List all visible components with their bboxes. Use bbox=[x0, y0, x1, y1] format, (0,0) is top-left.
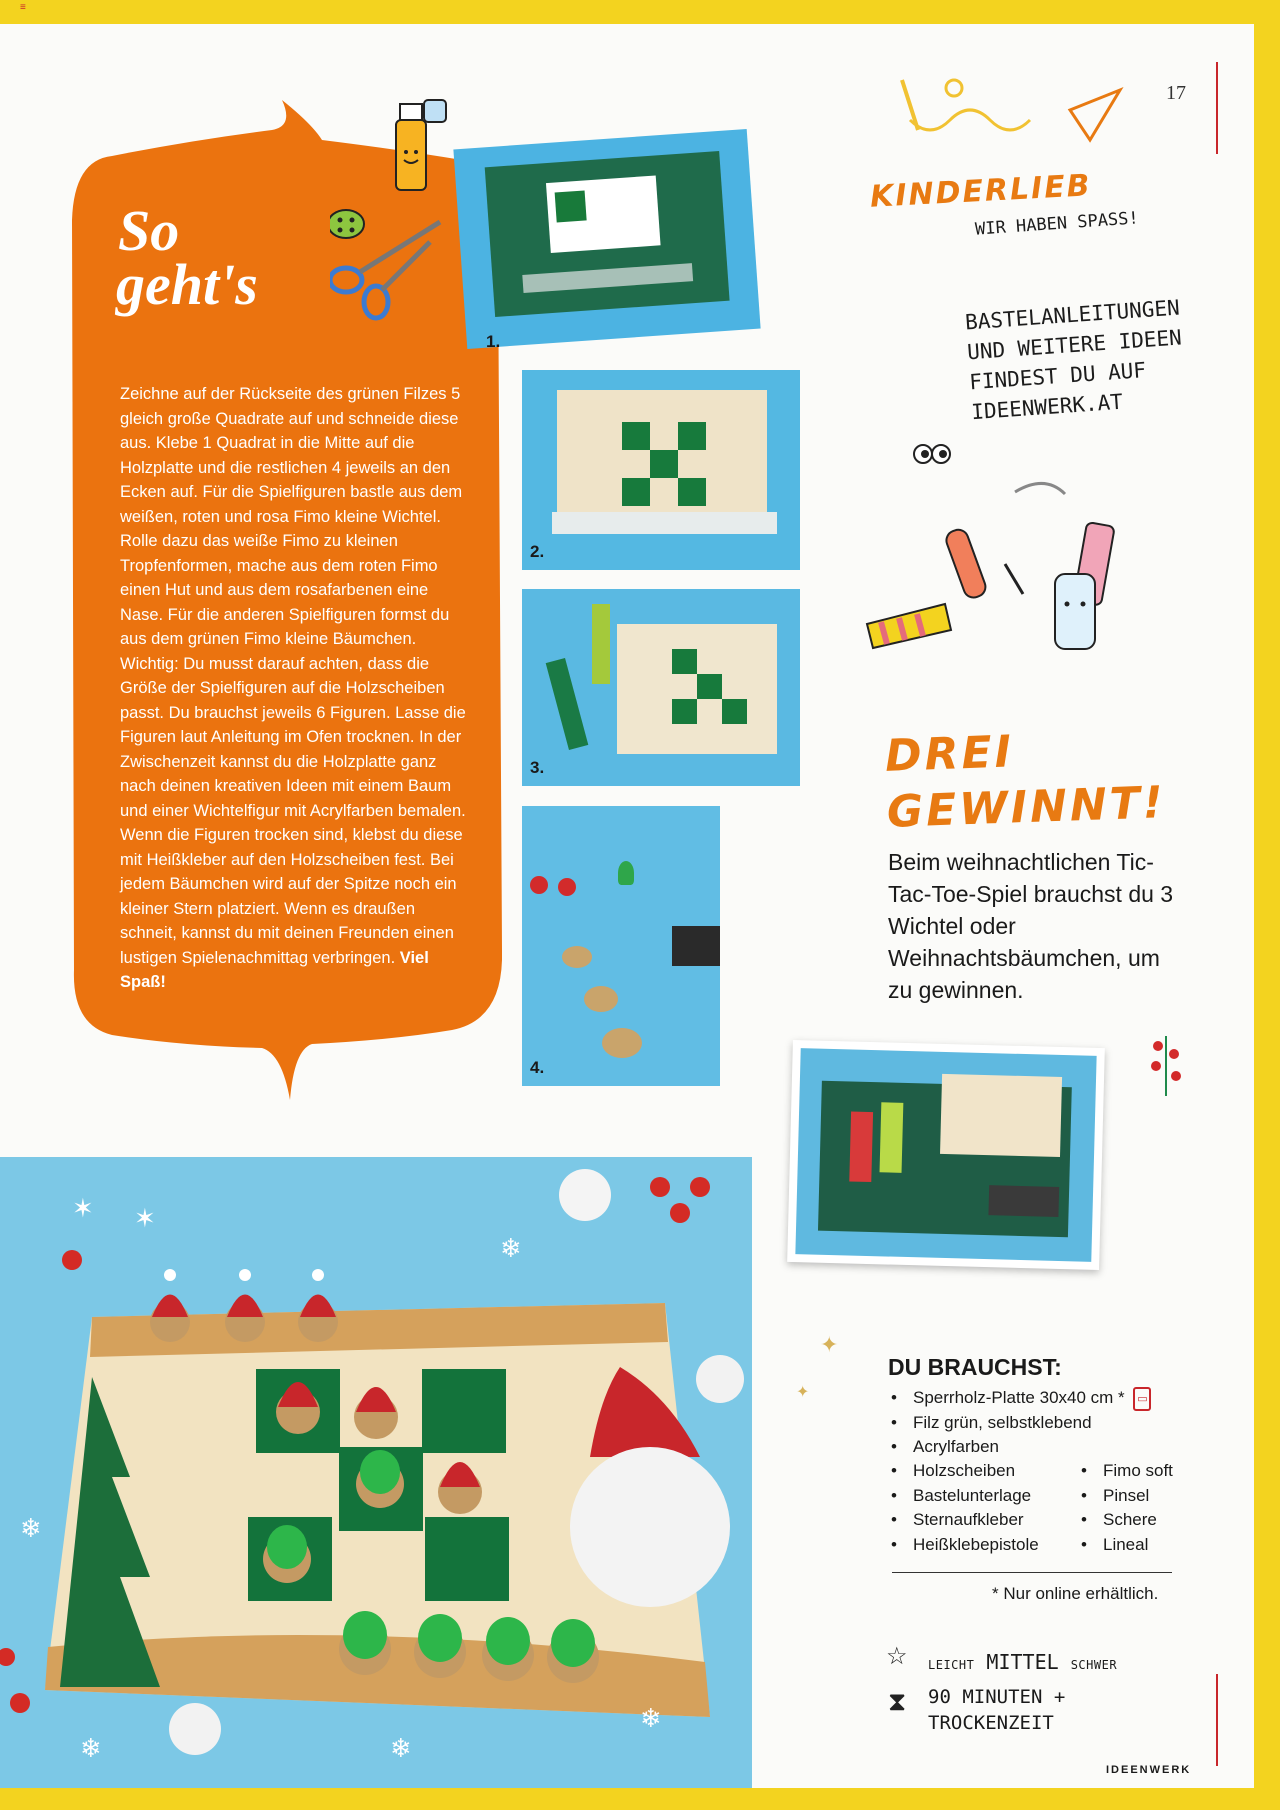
page-number: 17 bbox=[1166, 82, 1186, 104]
page-number-rule-top bbox=[1216, 62, 1218, 154]
svg-text:❄: ❄ bbox=[80, 1734, 102, 1764]
star-small-icon: ✦ bbox=[796, 1384, 810, 1401]
material-item: • Sperrholz-Platte 30x40 cm * ▭ bbox=[888, 1386, 1151, 1411]
step-1-label: 1. bbox=[486, 332, 501, 351]
svg-text:❄: ❄ bbox=[500, 1234, 522, 1264]
difficulty-easy: LEICHT bbox=[928, 1658, 975, 1672]
title-line-2: geht's bbox=[116, 252, 258, 317]
kinderlieb-logo: KINDERLIEB bbox=[869, 168, 1093, 215]
section-title bbox=[116, 198, 258, 317]
material-item: • Sternaufkleber bbox=[888, 1508, 1039, 1533]
material-item: • Bastelunterlage bbox=[888, 1484, 1039, 1509]
step-1-photo bbox=[453, 129, 760, 349]
step-3-photo bbox=[522, 589, 800, 786]
materials-rule bbox=[892, 1572, 1172, 1573]
material-item: • Holzscheiben bbox=[888, 1459, 1039, 1484]
menu-icon[interactable]: ≡ bbox=[20, 2, 26, 13]
drei-heading-line-2: GEWINNT! bbox=[886, 777, 1167, 838]
cart-icon[interactable]: ▭ bbox=[1133, 1387, 1151, 1411]
kinderlieb-doodle-icon bbox=[890, 70, 1130, 160]
star-icon: ✦ bbox=[820, 1332, 839, 1357]
svg-text:❄: ❄ bbox=[640, 1704, 662, 1734]
svg-text:❄: ❄ bbox=[390, 1734, 412, 1764]
instructions-body: Zeichne auf der Rückseite des grünen Filzes 5 gleich große Quadrate auf und schneide diese aus. Klebe 1 Quadrat in die Mitte auf die Holzplatte und die restlichen 4 jeweils an den Ecken auf. Für die Spielfiguren bastle aus dem weißen, roten und rosa Fimo kleine Wichtel. Rolle dazu das weiße Fimo zu kleinen Tropfenformen, mache aus dem roten Fimo einen Hut und aus dem rosafarbenen eine Nase. Für die anderen Spielfiguren formst du aus dem grünen Fimo kleine Bäumchen. Wichtig: Du musst darauf achten, dass die Größe der Spielfiguren auf die Holzscheiben passt. Du brauchst jeweils 6 Figuren. Lasse die Figuren laut Anleitung im Ofen trocknen. In der Zwischenzeit kannst du die Holzplatte ganz nach deinen kreativen Ideen mit einem Baum und einer Wichtelfigur mit Acrylfarben bemalen. Wenn die Figuren trocken sind, klebst du diese mit Heißkleber auf den Holzscheiben fest. Bei jedem Bäumchen wird auf der Spitze noch ein kleiner Stern platziert. Wenn es draußen schneit, kannst du mit deinen Freunden einen lustigen Spielenachmittag verbringen. bbox=[120, 385, 466, 967]
step-4-label: 4. bbox=[530, 1058, 545, 1077]
svg-text:✶: ✶ bbox=[72, 1194, 94, 1224]
instructions-text bbox=[120, 382, 475, 995]
material-item: • Schere bbox=[1078, 1508, 1173, 1533]
materials-list bbox=[888, 1386, 1151, 1460]
difficulty-star-icon: ☆ bbox=[886, 1643, 908, 1670]
step-4-photo bbox=[522, 806, 720, 1086]
material-item: • Lineal bbox=[1078, 1533, 1173, 1558]
drei-heading-line-1: DREI bbox=[884, 726, 1015, 782]
materials-title: DU BRAUCHST: bbox=[888, 1354, 1062, 1380]
title-line-1: So bbox=[118, 198, 180, 263]
difficulty-scale bbox=[928, 1650, 1117, 1674]
difficulty-hard: SCHWER bbox=[1070, 1658, 1118, 1672]
berry-branch-icon bbox=[1146, 1034, 1186, 1098]
drei-gewinnt-text: Beim weihnachtlichen Tic-Tac-Toe-Spiel brauchst du 3 Wichtel oder Weihnachtsbäumchen, um zu gewinnen. bbox=[888, 849, 1174, 1003]
craft-supplies-doodle-icon bbox=[855, 434, 1175, 674]
material-item: • Acrylfarben bbox=[888, 1435, 1151, 1460]
materials-list-col-1 bbox=[888, 1459, 1039, 1557]
time-info bbox=[928, 1684, 1065, 1736]
kinderlieb-tagline: WIR HABEN SPASS! bbox=[974, 208, 1140, 240]
drei-gewinnt-heading bbox=[884, 719, 1167, 841]
magazine-page bbox=[0, 24, 1254, 1788]
step-2-label: 2. bbox=[530, 542, 545, 561]
footer-rule bbox=[1216, 1674, 1218, 1766]
materials-list-col-2 bbox=[1078, 1459, 1173, 1557]
step-2-photo bbox=[522, 370, 800, 570]
material-item: • Filz grün, selbstklebend bbox=[888, 1411, 1151, 1436]
svg-text:❄: ❄ bbox=[20, 1514, 42, 1544]
material-item: • Heißklebepistole bbox=[888, 1533, 1039, 1558]
finished-game-photo bbox=[0, 1157, 752, 1788]
time-line-1: 90 MINUTEN + bbox=[928, 1686, 1066, 1708]
material-item: • Pinsel bbox=[1078, 1484, 1173, 1509]
ideenwerk-note: BASTELANLEITUNGEN UND WEITERE IDEEN FINDEST DU AUF IDEENWERK.AT bbox=[964, 295, 1183, 425]
footer-brand: IDEENWERK bbox=[1106, 1764, 1192, 1776]
hourglass-icon: ⧗ bbox=[888, 1686, 907, 1716]
materials-photo bbox=[787, 1040, 1105, 1270]
instructions-closing: Viel Spaß! bbox=[120, 948, 429, 991]
difficulty-medium: MITTEL bbox=[986, 1650, 1059, 1674]
online-footnote: * Nur online erhältlich. bbox=[992, 1584, 1159, 1603]
svg-text:✶: ✶ bbox=[134, 1204, 156, 1234]
time-line-2: TROCKENZEIT bbox=[928, 1712, 1054, 1734]
step-3-label: 3. bbox=[530, 758, 545, 777]
material-item: • Fimo soft bbox=[1078, 1459, 1173, 1484]
